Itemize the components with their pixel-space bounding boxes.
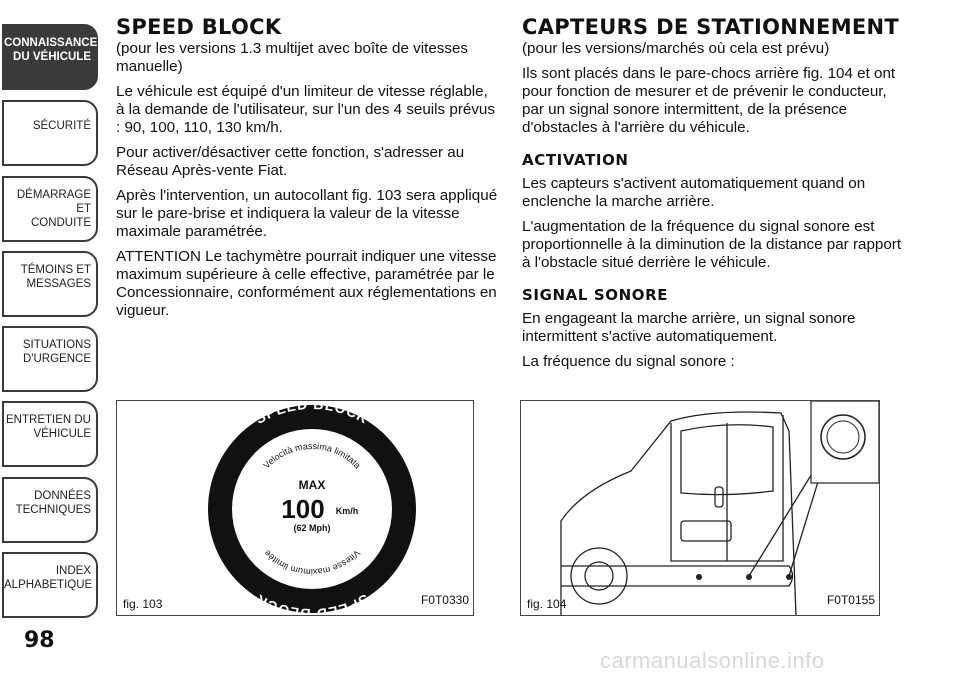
tab-index-alphabetique[interactable]: [2, 552, 98, 618]
subheading-activation: ACTIVATION: [522, 151, 629, 169]
tab-label-line1: INDEX: [55, 565, 91, 577]
section-title: SPEED BLOCK: [116, 15, 282, 39]
paragraph: Le véhicule est équipé d'un limiteur de vitesse réglable, à la demande de l'utilisateur, sur l'un des 4 seuils prévus : 90, 100, 110, 130 km/h.: [116, 83, 495, 136]
sticker-max-label: MAX: [298, 478, 326, 492]
chapter-sidebar: [0, 0, 100, 678]
sticker-speed-unit: Km/h: [335, 506, 359, 516]
tab-temoins-et-messages[interactable]: [2, 251, 98, 317]
sticker-speed-value: 100: [281, 494, 325, 524]
paragraph: La fréquence du signal sonore :: [522, 353, 735, 370]
figure-code: F0T0155: [826, 593, 875, 607]
figure-caption: fig. 103: [123, 597, 163, 611]
ring-text-bottom: SPEED BLOCK: [252, 591, 372, 615]
watermark: carmanualsonline.info: [600, 648, 825, 673]
subheading-signal-sonore: SIGNAL SONORE: [522, 286, 669, 304]
tab-label-line1: DONNÉES: [34, 490, 91, 502]
tab-situations-durgence[interactable]: [2, 326, 98, 392]
tab-donnees-techniques[interactable]: [2, 477, 98, 543]
parking-sensors-section: [522, 14, 902, 378]
tab-label-line1: TÉMOINS ET: [20, 264, 91, 276]
paragraph: L'augmentation de la fréquence du signal sonore est proportionnelle à la diminution de la distance par rapport à l'obstacle situé derrière le véhicule.: [522, 218, 902, 271]
paragraph: ATTENTION Le tachymètre pourrait indiquer une vitesse maximum supérieure à celle effective, paramétrée par le Concessionnaire, conformément aux réglementations en vigueur.: [116, 248, 497, 319]
rear-wheel: [571, 548, 627, 604]
ring-text-top: SPEED BLOCK: [252, 401, 372, 427]
tab-label-line2: MESSAGES: [26, 278, 91, 290]
sensor-detail-inner: [827, 421, 859, 453]
section-title: CAPTEURS DE STATIONNEMENT: [522, 15, 900, 39]
parking-sensor: [746, 574, 752, 580]
paragraph: Après l'intervention, un autocollant fig. 103 sera appliqué sur le pare-brise et indiquera la valeur de la vitesse maximale paramétrée.: [116, 187, 498, 240]
paragraph: Les capteurs s'activent automatiquement quand on enclenche la marche arrière.: [522, 175, 866, 210]
speed-block-section: [116, 14, 500, 327]
sticker-subtext-top: Velocità massima limitata: [261, 440, 363, 471]
door-handle: [715, 487, 723, 507]
tab-label-line2: CONDUITE: [30, 217, 91, 229]
paragraph: Ils sont placés dans le pare-chocs arrière fig. 104 et ont pour fonction de mesurer et de prévenir le conducteur, par un signal sonore intermittent, de la présence d'obstacles à l'arrière du véhicule.: [522, 65, 896, 136]
page-number: 98: [24, 628, 55, 653]
figure-103: [116, 400, 474, 616]
figure-104: [520, 400, 880, 616]
parking-sensor: [786, 574, 792, 580]
van-rear-illustration: [521, 401, 879, 615]
paragraph: (pour les versions 1.3 multijet avec boîte de vitesses manuelle): [116, 40, 469, 75]
paragraph: (pour les versions/marchés où cela est prévu): [522, 40, 830, 57]
sticker-subtext-bottom: Vitesse maximum limitée: [261, 548, 362, 578]
tab-label-line2: DU VÉHICULE: [13, 51, 91, 63]
speed-block-sticker: [117, 401, 473, 615]
figure-caption: fig. 104: [527, 597, 567, 611]
tab-label-line1: SÉCURITÉ: [32, 120, 91, 132]
van-body-outline: [561, 412, 796, 615]
figure-code: F0T0330: [420, 593, 469, 607]
paragraph: En engageant la marche arrière, un signal sonore intermittent s'active automatiquement.: [522, 310, 856, 345]
tab-label-line2: D'URGENCE: [22, 353, 91, 365]
tab-demarrage-et-conduite[interactable]: [2, 176, 98, 242]
tab-label-line2: VÉHICULE: [33, 428, 91, 440]
tab-connaissance-du-vehicule[interactable]: [2, 24, 98, 90]
tab-label-line1: ENTRETIEN DU: [6, 414, 91, 426]
tab-label-line2: ALPHABETIQUE: [4, 579, 93, 591]
tab-securite[interactable]: [2, 100, 98, 166]
tab-label-line2: TECHNIQUES: [15, 504, 91, 516]
tab-entretien-du-vehicule[interactable]: [2, 401, 98, 467]
tab-label-line1: CONNAISSANCE: [4, 37, 98, 49]
rear-bumper: [561, 566, 793, 586]
sticker-mph: (62 Mph): [293, 523, 331, 533]
tab-label-line1: SITUATIONS: [22, 339, 91, 351]
tab-label-line1: DÉMARRAGE ET: [16, 189, 91, 215]
parking-sensor: [696, 574, 702, 580]
license-plate: [681, 521, 731, 541]
paragraph: Pour activer/désactiver cette fonction, s'adresser au Réseau Après-vente Fiat.: [116, 144, 465, 179]
